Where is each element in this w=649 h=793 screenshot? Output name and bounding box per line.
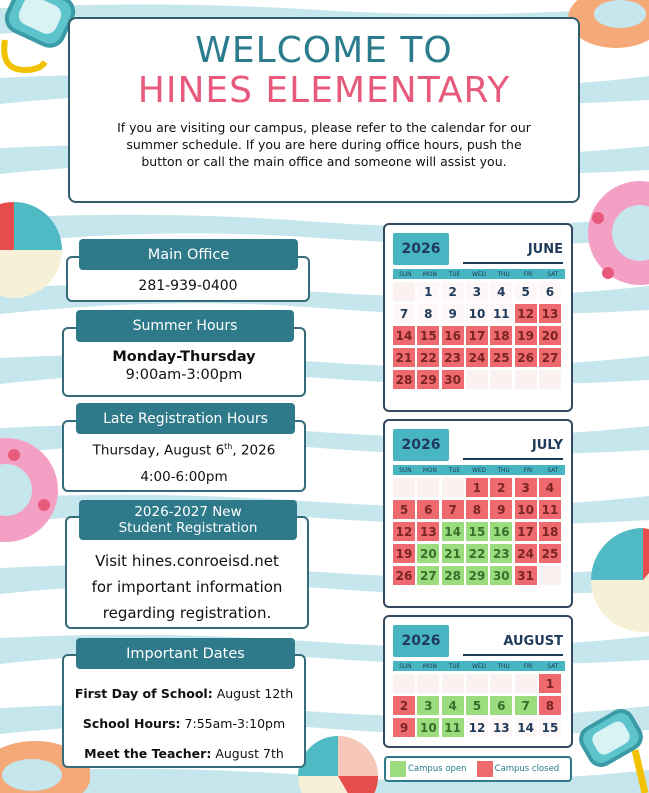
calendar-year: 2026 (393, 233, 449, 265)
calendar-day: 10 (417, 718, 439, 737)
swim-ring-icon (0, 435, 64, 545)
important-date-item (64, 746, 304, 761)
calendar-grid (393, 674, 565, 737)
calendar-day: 8 (417, 304, 439, 323)
calendar-weekday-header (393, 661, 565, 671)
calendar-grid (393, 282, 565, 389)
calendar-day: 8 (539, 696, 561, 715)
title-line-1: WELCOME TO (195, 30, 453, 71)
weekday-label: SAT (547, 270, 559, 278)
calendar-day: 7 (393, 304, 415, 323)
legend-open-label: Campus open (408, 764, 467, 774)
calendar-day: 18 (490, 326, 512, 345)
calendar-day: 9 (490, 500, 512, 519)
weekday-label: FRI (523, 466, 533, 474)
calendar-empty-cell (417, 674, 439, 693)
calendar-day: 22 (466, 544, 488, 563)
calendar-empty-cell (466, 674, 488, 693)
snorkel-goggles-icon (575, 700, 649, 793)
important-date-name: First Day of School: (74, 686, 213, 701)
weekday-label: THU (497, 270, 510, 278)
calendar-day: 14 (515, 718, 537, 737)
calendar-day: 11 (539, 500, 561, 519)
summer-hours-time: 9:00am-3:00pm (125, 367, 243, 383)
calendar-day: 9 (393, 718, 415, 737)
new-registration-line-2: for important information (91, 578, 283, 596)
calendar-day: 8 (466, 500, 488, 519)
calendar-day: 24 (466, 348, 488, 367)
swim-ring-icon (578, 178, 649, 288)
calendar-empty-cell (442, 674, 464, 693)
important-date-name: School Hours: (82, 716, 181, 731)
calendar-june (383, 223, 573, 412)
calendar-day: 14 (393, 326, 415, 345)
summer-hours-label: Summer Hours (76, 310, 294, 342)
calendar-day: 15 (466, 522, 488, 541)
calendar-day: 27 (539, 348, 561, 367)
calendar-day: 20 (417, 544, 439, 563)
important-date-item (64, 716, 304, 731)
calendar-day: 26 (515, 348, 537, 367)
calendar-day: 27 (417, 566, 439, 585)
calendar-day: 13 (417, 522, 439, 541)
calendar-day: 18 (539, 522, 561, 541)
late-registration-date (64, 442, 304, 459)
calendar-day: 3 (466, 282, 488, 301)
calendar-day: 22 (417, 348, 439, 367)
calendar-day: 29 (466, 566, 488, 585)
beach-ball-icon (0, 200, 64, 300)
calendar-day: 17 (515, 522, 537, 541)
calendar-day: 1 (466, 478, 488, 497)
calendar-day: 13 (490, 718, 512, 737)
calendar-day: 4 (442, 696, 464, 715)
calendar-august (383, 615, 573, 748)
weekday-label: THU (497, 466, 510, 474)
calendar-day: 7 (515, 696, 537, 715)
calendar-day: 13 (539, 304, 561, 323)
calendar-day: 7 (442, 500, 464, 519)
calendar-day: 2 (490, 478, 512, 497)
calendar-day: 3 (515, 478, 537, 497)
calendar-day: 26 (393, 566, 415, 585)
weekday-label: TUE (448, 466, 461, 474)
calendar-grid (393, 478, 565, 585)
calendar-day: 24 (515, 544, 537, 563)
calendar-day: 30 (490, 566, 512, 585)
calendar-weekday-header (393, 465, 565, 475)
legend-open-swatch (390, 761, 406, 777)
weekday-label: MON (422, 270, 437, 278)
calendar-empty-cell (539, 370, 561, 389)
late-registration-time: 4:00-6:00pm (140, 468, 228, 485)
important-date-value: August 12th (216, 686, 294, 701)
main-office-label: Main Office (79, 239, 298, 270)
calendar-empty-cell (490, 370, 512, 389)
calendar-empty-cell (442, 478, 464, 497)
calendar-day: 12 (515, 304, 537, 323)
new-registration-label-line-2: Student Registration (118, 520, 258, 536)
weekday-label: FRI (523, 270, 533, 278)
calendar-day: 15 (417, 326, 439, 345)
weekday-label: SUN (399, 270, 412, 278)
calendar-divider (463, 654, 563, 656)
calendar-divider (463, 458, 563, 460)
calendar-day: 14 (442, 522, 464, 541)
calendar-day: 6 (539, 282, 561, 301)
important-date-value: August 7th (215, 746, 284, 761)
calendar-day: 10 (515, 500, 537, 519)
weekday-label: THU (497, 662, 510, 670)
calendar-day: 15 (539, 718, 561, 737)
calendar-month: JUNE (527, 242, 563, 257)
weekday-label: TUE (448, 270, 461, 278)
calendar-day: 29 (417, 370, 439, 389)
calendar-month: JULY (531, 438, 563, 453)
calendar-day: 6 (417, 500, 439, 519)
important-date-name: Meet the Teacher: (84, 746, 212, 761)
calendar-empty-cell (539, 566, 561, 585)
important-dates-label: Important Dates (76, 638, 295, 669)
calendar-day: 21 (442, 544, 464, 563)
calendar-day: 4 (490, 282, 512, 301)
beach-ball-icon (583, 525, 649, 635)
calendar-empty-cell (466, 370, 488, 389)
calendar-day: 17 (466, 326, 488, 345)
calendar-day: 1 (539, 674, 561, 693)
calendar-day: 5 (393, 500, 415, 519)
new-registration-line-1: Visit hines.conroeisd.net (95, 552, 279, 570)
new-registration-line-3: regarding registration. (102, 604, 272, 622)
calendar-year: 2026 (393, 625, 449, 657)
welcome-header (68, 17, 580, 203)
calendar-day: 9 (442, 304, 464, 323)
late-registration-date-suffix: , 2026 (232, 442, 276, 459)
calendar-empty-cell (515, 370, 537, 389)
important-dates-card (62, 654, 306, 768)
calendar-day: 19 (393, 544, 415, 563)
calendar-day: 28 (442, 566, 464, 585)
calendar-day: 31 (515, 566, 537, 585)
calendar-legend (384, 756, 572, 782)
calendar-day: 25 (539, 544, 561, 563)
weekday-label: SUN (399, 466, 412, 474)
main-office-phone: 281-939-0400 (138, 278, 238, 294)
calendar-day: 16 (442, 326, 464, 345)
intro-text: If you are visiting our campus, please refer to the calendar for our summer schedule. If you are here during office hours, push the button or call the main office and someone will assist you. (117, 120, 531, 169)
calendar-july (383, 419, 573, 608)
calendar-day: 23 (442, 348, 464, 367)
calendar-day: 5 (466, 696, 488, 715)
weekday-label: WED (472, 466, 487, 474)
calendar-divider (463, 262, 563, 264)
calendar-day: 11 (442, 718, 464, 737)
weekday-label: SAT (547, 662, 559, 670)
calendar-day: 25 (490, 348, 512, 367)
new-registration-label (79, 500, 297, 540)
calendar-empty-cell (393, 478, 415, 497)
calendar-day: 21 (393, 348, 415, 367)
calendar-empty-cell (417, 478, 439, 497)
calendar-day: 2 (393, 696, 415, 715)
weekday-label: MON (422, 466, 437, 474)
weekday-label: MON (422, 662, 437, 670)
important-date-item (64, 686, 304, 701)
weekday-label: SUN (399, 662, 412, 670)
weekday-label: WED (472, 662, 487, 670)
weekday-label: FRI (523, 662, 533, 670)
beach-ball-icon (298, 728, 378, 793)
late-registration-date-sup: th (224, 442, 233, 451)
weekday-label: TUE (448, 662, 461, 670)
weekday-label: SAT (547, 466, 559, 474)
new-registration-label-line-1: 2026-2027 New (134, 504, 242, 520)
calendar-empty-cell (490, 674, 512, 693)
calendar-day: 1 (417, 282, 439, 301)
legend-closed-swatch (477, 761, 493, 777)
calendar-month: AUGUST (503, 634, 563, 649)
weekday-label: WED (472, 270, 487, 278)
calendar-empty-cell (515, 674, 537, 693)
late-registration-label: Late Registration Hours (76, 403, 295, 434)
title-line-2: HINES ELEMENTARY (137, 70, 511, 111)
calendar-day: 12 (466, 718, 488, 737)
calendar-day: 11 (490, 304, 512, 323)
calendar-day: 5 (515, 282, 537, 301)
calendar-day: 10 (466, 304, 488, 323)
calendar-day: 30 (442, 370, 464, 389)
calendar-day: 3 (417, 696, 439, 715)
calendar-empty-cell (393, 282, 415, 301)
legend-closed-label: Campus closed (494, 764, 560, 774)
calendar-day: 19 (515, 326, 537, 345)
summer-hours-days: Monday-Thursday (112, 349, 256, 365)
calendar-day: 2 (442, 282, 464, 301)
calendar-day: 4 (539, 478, 561, 497)
calendar-day: 6 (490, 696, 512, 715)
important-date-value: 7:55am-3:10pm (184, 716, 286, 731)
calendar-weekday-header (393, 269, 565, 279)
calendar-day: 16 (490, 522, 512, 541)
calendar-year: 2026 (393, 429, 449, 461)
calendar-day: 23 (490, 544, 512, 563)
calendar-empty-cell (393, 674, 415, 693)
calendar-day: 20 (539, 326, 561, 345)
calendar-day: 28 (393, 370, 415, 389)
late-registration-date-prefix: Thursday, August 6 (92, 442, 225, 459)
calendar-day: 12 (393, 522, 415, 541)
